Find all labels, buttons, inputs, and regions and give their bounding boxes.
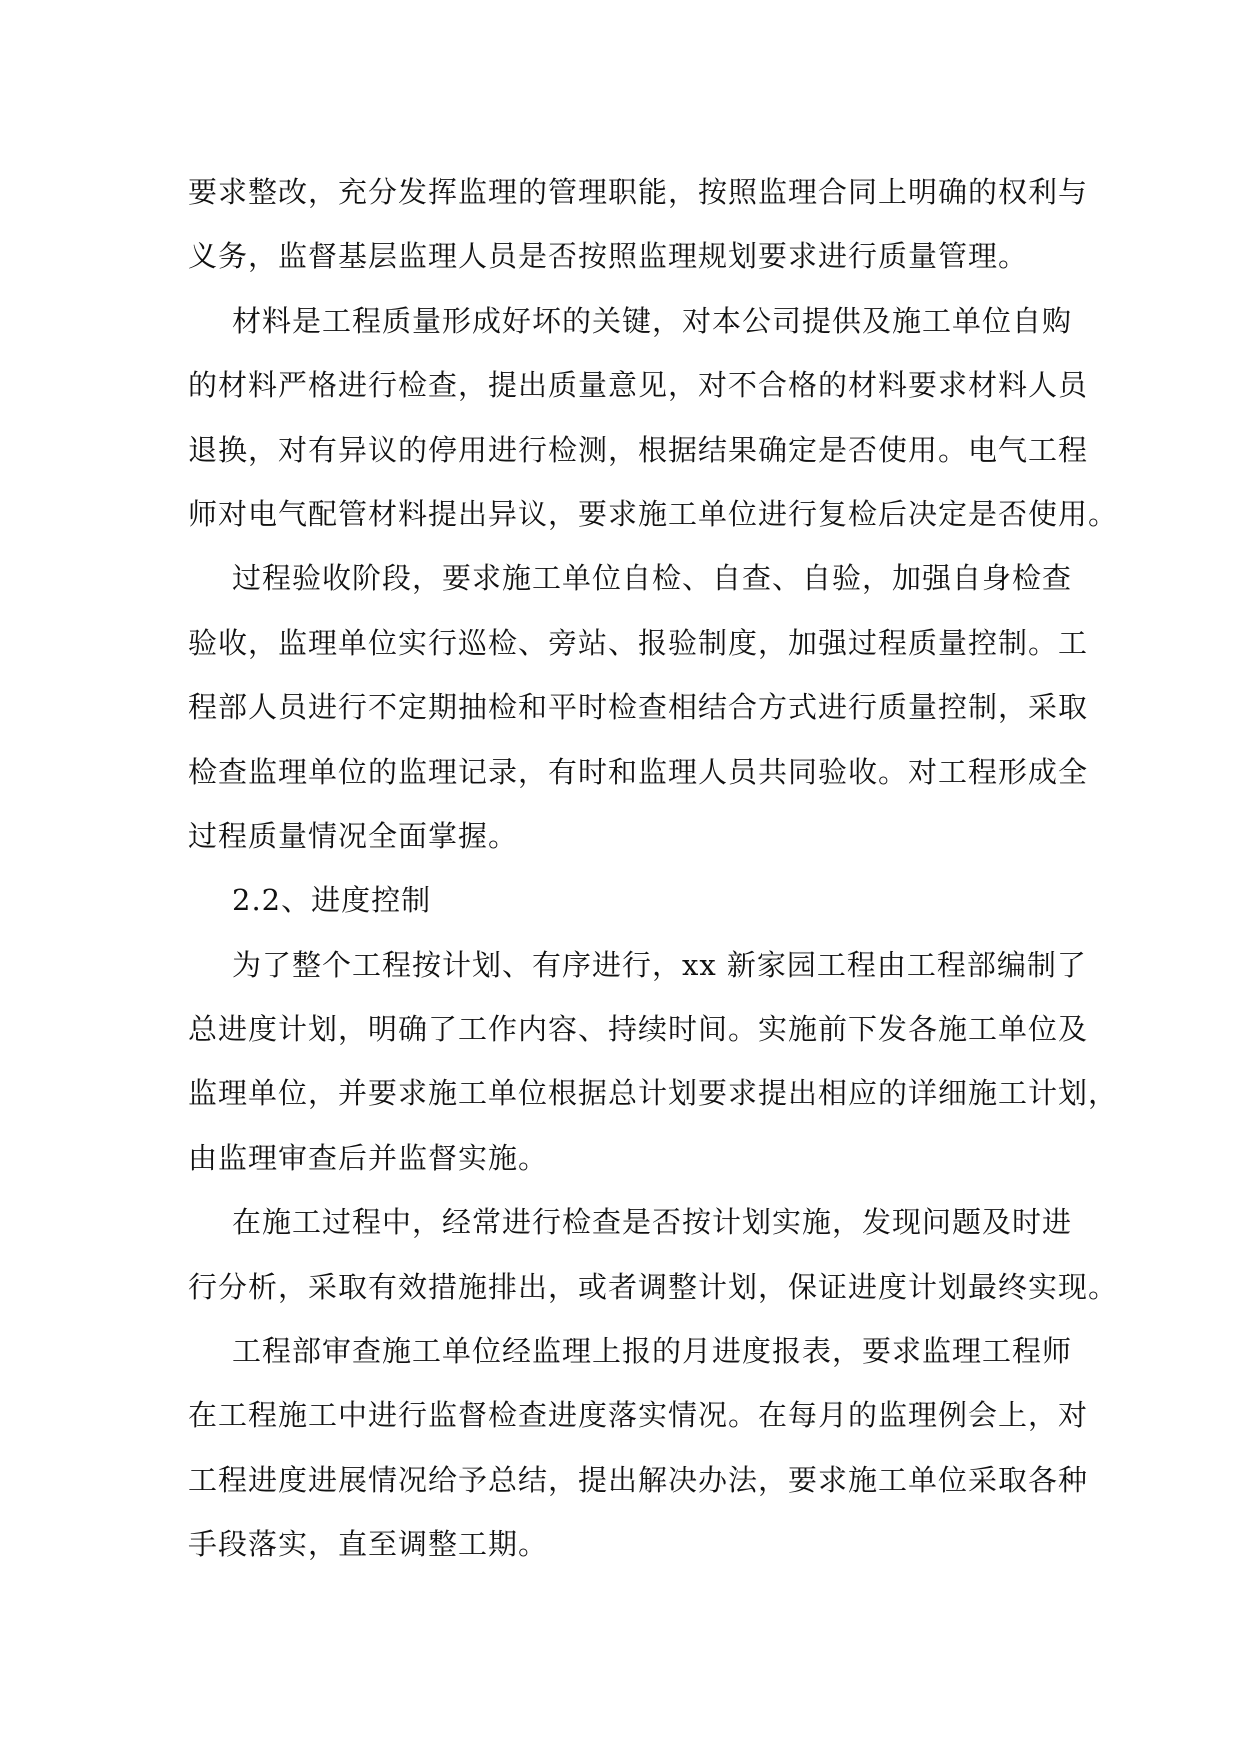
text-line: 由监理审查后并监督实施。 — [188, 1140, 549, 1175]
text-line: 义务，监督基层监理人员是否按照监理规划要求进行质量管理。 — [188, 239, 1029, 274]
paragraph-supervision-duties — [188, 160, 1089, 289]
text-line: 验收，监理单位实行巡检、旁站、报验制度，加强过程质量控制。工 — [188, 625, 1089, 660]
text-line: 过程验收阶段，要求施工单位自检、自查、自验，加强自身检查 — [232, 561, 1073, 596]
text-line: 监理单位，并要求施工单位根据总计划要求提出相应的详细施工计划， — [188, 1076, 1119, 1111]
text-line: 在施工过程中，经常进行检查是否按计划实施，发现问题及时进 — [232, 1205, 1073, 1240]
text-line: 材料是工程质量形成好坏的关键，对本公司提供及施工单位自购 — [232, 303, 1073, 338]
text-line: 过程质量情况全面掌握。 — [188, 818, 519, 853]
text-line: 工程进度进展情况给予总结，提出解决办法，要求施工单位采取各种 — [188, 1462, 1089, 1497]
document-body — [188, 160, 1119, 1577]
paragraph-schedule-plan — [188, 933, 1119, 1191]
text-line: 2.2、进度控制 — [232, 883, 432, 918]
text-line: 检查监理单位的监理记录，有时和监理人员共同验收。对工程形成全 — [188, 754, 1089, 789]
text-line: 工程部审查施工单位经监理上报的月进度报表，要求监理工程师 — [232, 1334, 1073, 1369]
text-line: 总进度计划，明确了工作内容、持续时间。实施前下发各施工单位及 — [188, 1012, 1089, 1047]
text-line: 的材料严格进行检查，提出质量意见，对不合格的材料要求材料人员 — [188, 368, 1089, 403]
text-line: 退换，对有异议的停用进行检测，根据结果确定是否使用。电气工程 — [188, 432, 1089, 467]
text-line: 师对电气配管材料提出异议，要求施工单位进行复检后决定是否使用。 — [188, 496, 1119, 531]
paragraph-materials — [188, 289, 1119, 547]
text-line: 手段落实，直至调整工期。 — [188, 1527, 549, 1562]
section-heading-progress-control — [188, 868, 1058, 932]
text-line: 在工程施工中进行监督检查进度落实情况。在每月的监理例会上，对 — [188, 1398, 1089, 1433]
paragraph-construction-check — [188, 1190, 1119, 1319]
text-line: 程部人员进行不定期抽检和平时检查相结合方式进行质量控制，采取 — [188, 690, 1089, 725]
text-line: 行分析，采取有效措施排出，或者调整计划，保证进度计划最终实现。 — [188, 1269, 1119, 1304]
paragraph-process-acceptance — [188, 546, 1089, 868]
paragraph-monthly-report — [188, 1319, 1089, 1577]
text-line: 要求整改，充分发挥监理的管理职能，按照监理合同上明确的权利与 — [188, 175, 1089, 209]
text-line: 为了整个工程按计划、有序进行，xx 新家园工程由工程部编制了 — [232, 947, 1087, 982]
